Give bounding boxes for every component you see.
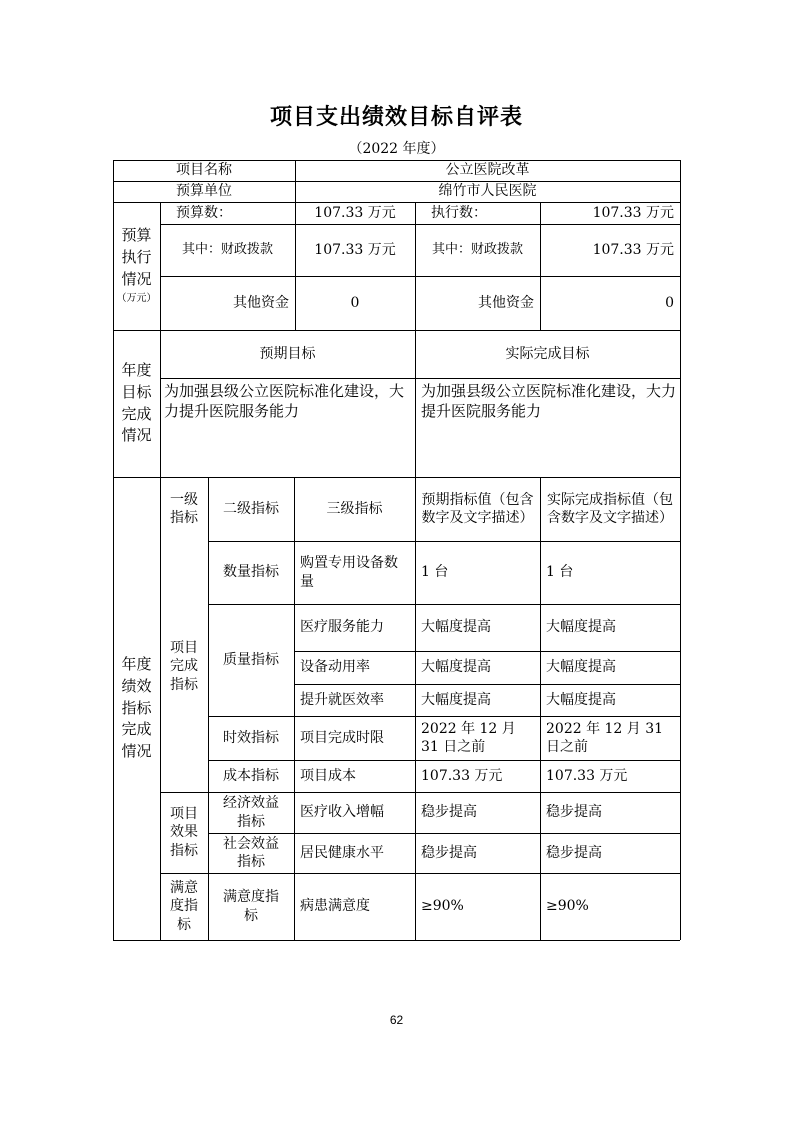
row4-expected: 大幅度提高 (421, 691, 491, 708)
header-expected-value: 预期指标值（包含数字及文字描述） (421, 491, 534, 526)
row3-level3: 设备动用率 (300, 659, 370, 676)
page-number: 62 (389, 1013, 404, 1027)
row1-expected: 1 台 (421, 564, 449, 581)
level2-quality: 质量指标 (223, 651, 279, 668)
level2-timeliness: 时效指标 (223, 729, 279, 746)
other-funding-exec: 0 (665, 294, 674, 311)
actual-goal-header: 实际完成目标 (505, 345, 590, 362)
row8-actual: 稳步提高 (546, 844, 602, 861)
level2-cost: 成本指标 (223, 767, 279, 784)
other-funding-exec-label: 其他资金 (478, 294, 534, 311)
header-level2: 二级指标 (223, 500, 279, 517)
page-title: 项目支出绩效目标自评表 (269, 105, 523, 130)
header-actual-value: 实际完成指标值（包含数字及文字描述） (547, 491, 673, 526)
expected-goal-header: 预期目标 (259, 345, 316, 362)
row4-actual: 大幅度提高 (546, 691, 616, 708)
group-effect-indicators: 项目效果指标 (170, 806, 198, 859)
budget-execution-side-label (113, 202, 160, 330)
header-level1: 一级指标 (170, 491, 198, 526)
row9-actual: ≥90% (546, 898, 589, 915)
header-level3: 三级指标 (326, 500, 383, 517)
budget-unit-value: 绵竹市人民医院 (438, 183, 537, 200)
level2-social: 社会效益指标 (223, 835, 279, 870)
execution-amount-label: 执行数： (431, 204, 487, 221)
budget-unit-label: 预算单位 (176, 183, 232, 200)
fiscal-funding-budget: 107.33 万元 (314, 241, 396, 258)
year-subtitle: （2022 年度） (348, 141, 445, 157)
level2-satisfaction: 满意度指标 (223, 889, 279, 924)
actual-goal-text: 为加强县级公立医院标准化建设，大力提升医院服务能力 (421, 382, 677, 420)
project-name-label: 项目名称 (176, 162, 232, 179)
indicators-side-text: 年度绩效指标完成情况 (121, 655, 152, 761)
group-output-indicators: 项目完成指标 (170, 640, 198, 693)
row7-actual: 稳步提高 (546, 804, 602, 821)
row6-expected: 107.33 万元 (421, 767, 503, 784)
row7-level3: 医疗收入增幅 (300, 804, 384, 821)
row6-level3: 项目成本 (300, 767, 356, 784)
other-funding-label: 其他资金 (233, 294, 289, 311)
row1-actual: 1 台 (546, 564, 574, 581)
row9-level3: 病患满意度 (300, 898, 370, 915)
group-satisfaction-indicators: 满意度指标 (170, 880, 198, 933)
row8-expected: 稳步提高 (421, 844, 477, 861)
goals-side-text: 年度目标完成情况 (121, 361, 152, 445)
row4-level3: 提升就医效率 (300, 691, 384, 708)
row8-level3: 居民健康水平 (300, 844, 384, 861)
expected-goal-text: 为加强县级公立医院标准化建设，大力提升医院服务能力 (164, 382, 405, 420)
goals-side-label (113, 330, 160, 477)
budget-amount-value: 107.33 万元 (314, 204, 396, 221)
row5-expected: 2022 年 12 月 31 日之前 (421, 720, 516, 755)
project-name-value: 公立医院改革 (445, 162, 530, 179)
row1-level3: 购置专用设备数量 (300, 555, 398, 590)
row9-expected: ≥90% (421, 898, 464, 915)
row5-actual: 2022 年 12 月 31 日之前 (546, 720, 664, 755)
row3-expected: 大幅度提高 (421, 659, 491, 676)
budget-amount-label: 预算数： (176, 204, 232, 221)
level2-economic: 经济效益指标 (223, 795, 279, 830)
fiscal-funding-exec-label: 其中：财政拨款 (431, 241, 523, 257)
indicators-side-label (113, 477, 160, 940)
budget-side-unit: （万元） (116, 292, 157, 304)
fiscal-funding-label: 其中：财政拨款 (181, 241, 273, 257)
other-funding-budget: 0 (350, 294, 360, 311)
row2-expected: 大幅度提高 (421, 619, 491, 636)
budget-side-text: 预算执行情况 (121, 226, 152, 288)
level2-quantity: 数量指标 (223, 564, 279, 581)
fiscal-funding-exec: 107.33 万元 (592, 241, 674, 258)
row3-actual: 大幅度提高 (546, 659, 616, 676)
execution-amount-value: 107.33 万元 (592, 204, 674, 221)
row2-actual: 大幅度提高 (546, 619, 616, 636)
row2-level3: 医疗服务能力 (300, 619, 384, 636)
row7-expected: 稳步提高 (421, 804, 477, 821)
row6-actual: 107.33 万元 (546, 767, 628, 784)
row5-level3: 项目完成时限 (300, 729, 384, 746)
